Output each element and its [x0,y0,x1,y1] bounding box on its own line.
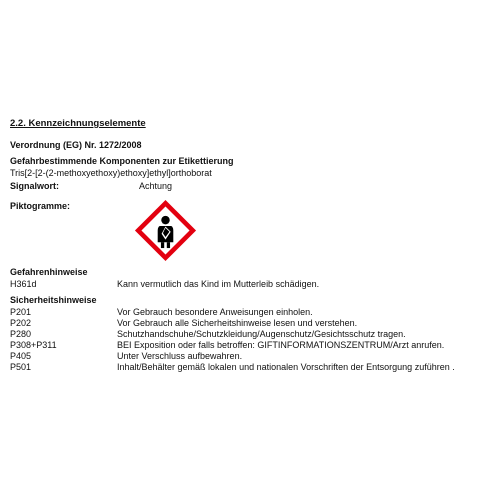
regulation-line: Verordnung (EG) Nr. 1272/2008 [10,140,142,150]
hazard-statements-title: Gefahrenhinweise [10,267,88,277]
statement-text: Inhalt/Behälter gemäß lokalen und nationalen Vorschriften der Entsorgung zuführen . [117,362,455,372]
precautionary-statement-row [10,307,490,318]
statement-code: P308+P311 [10,340,57,350]
signal-word-value: Achtung [139,181,173,191]
statement-text: Kann vermutlich das Kind im Mutterleib schädigen. [117,279,320,289]
statement-code: P202 [10,318,32,328]
truncated-next-line [10,384,100,387]
precautionary-statement-row [10,351,490,362]
section-heading: 2.2. Kennzeichnungselemente [10,118,146,129]
precautionary-statement-row [10,340,490,351]
statement-code: P201 [10,307,32,317]
statement-code: H361d [10,279,37,289]
statement-text: Schutzhandschuhe/Schutzkleidung/Augenschutz/Gesichtsschutz tragen. [117,329,406,339]
precautionary-statement-row [10,362,490,373]
statement-text: Vor Gebrauch besondere Anweisungen einholen. [117,307,313,317]
components-title: Gefahrbestimmende Komponenten zur Etikettierung [10,156,234,166]
pictogram-label: Piktogramme: [10,201,71,211]
precautionary-statement-row [10,329,490,340]
precautionary-statements-title: Sicherheitshinweise [10,295,97,305]
component-name: Tris[2-[2-(2-methoxyethoxy)ethoxy]ethyl]orthoborat [10,168,212,178]
statement-text: Vor Gebrauch alle Sicherheitshinweise lesen und verstehen. [117,318,358,328]
statement-code: P405 [10,351,32,361]
statement-text: Unter Verschluss aufbewahren. [117,351,243,361]
health-hazard-icon [133,198,198,263]
signal-word-label: Signalwort: [10,181,59,191]
statement-code: P501 [10,362,32,372]
hazard-statement-row [10,279,490,290]
statement-text: BEI Exposition oder falls betroffen: GIFTINFORMATIONSZENTRUM/Arzt anrufen. [117,340,445,350]
precautionary-statement-row [10,318,490,329]
statement-code: P280 [10,329,32,339]
